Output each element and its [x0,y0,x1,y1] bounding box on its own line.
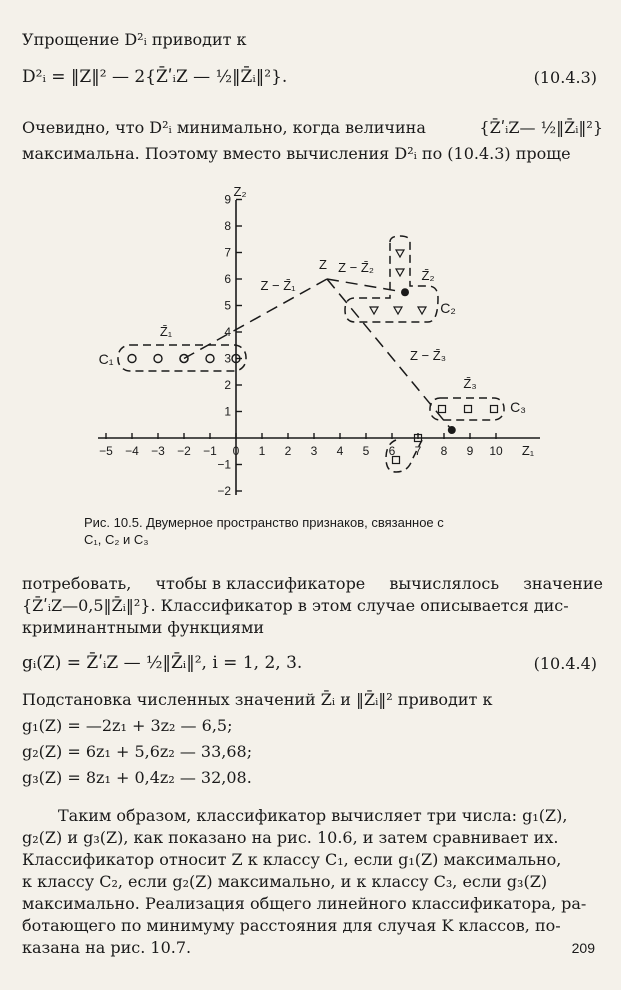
feature-space-figure [0,172,621,510]
mean-z3-point [448,426,456,434]
p2-word-4: значение [523,574,603,593]
y-tick-label: 7 [224,245,231,260]
y-tick-label: 1 [224,404,231,419]
paragraph-3-line-5: максимально. Реализация общего линейного классификатора, ра- [22,894,587,913]
paragraph-3-line-1: Таким образом, классификатор вычисляет три числа: g₁(Z), [58,806,568,825]
class-c2-sample [370,307,378,314]
page-number: 209 [571,940,595,956]
y-tick-label: 9 [224,192,231,207]
y-axis-label: Z₂ [233,184,247,199]
x-tick-label: −5 [99,444,113,458]
x-tick-label: −2 [177,444,191,458]
class-c3-label: C₃ [510,399,526,415]
equation-10-4-3: D²ᵢ = ‖Z‖² — 2{Z̄ʹᵢZ — ½‖Z̄ᵢ‖²}. [22,67,288,87]
caption-line-2: C₁, C₂ и C₃ [84,532,149,547]
x-tick-label: 5 [362,444,370,458]
p2-word-3: вычислялось [389,574,500,593]
g3-formula: g₃(Z) = 8z₁ + 0,4z₂ — 32,08. [22,768,252,787]
y-tick-label: −1 [217,457,231,472]
paragraph-1-line-2: максимальна. Поэтому вместо вычисления D²ᵢ по (10.4.3) проще [22,144,571,163]
equation-number-10-4-3: (10.4.3) [533,68,597,87]
class-c2-sample [418,307,426,314]
equation-10-4-4: gᵢ(Z) = Z̄ʹᵢZ — ½‖Z̄ᵢ‖², i = 1, 2, 3. [22,653,303,673]
mean-z2-label: Z̄₂ [421,268,435,283]
p2-word-1: потребовать, [22,574,132,593]
p2-word-2: чтобы в классификаторе [155,574,366,593]
y-tick-label: 4 [224,325,231,339]
paragraph-3-line-6: ботающего по минимуму расстояния для случая K классов, по- [22,916,561,935]
y-tick-label: −2 [217,484,231,498]
intro-line: Упрощение D²ᵢ приводит к [22,30,247,49]
vector-label-3: Z − Z̄₃ [410,348,446,363]
class-c1-sample [128,355,136,363]
paragraph-3-line-3: Классификатор относит Z к классу C₁, если g₁(Z) максимально, [22,850,562,869]
x-tick-label: 9 [466,444,474,458]
p1-line1-text: Очевидно, что D²ᵢ минимально, когда величина [22,118,426,137]
mean-z3-label: Z̄₃ [463,376,477,391]
y-tick-label: 5 [224,298,231,313]
vector-label-2: Z − Z̄₂ [338,260,374,275]
g2-formula: g₂(Z) = 6z₁ + 5,6z₂ — 33,68; [22,742,253,761]
x-tick-label: 6 [388,444,396,458]
class-c3-sample [465,406,472,413]
point-z-label: Z [319,257,327,272]
mean-z2-point [401,288,409,296]
x-tick-label: −3 [151,444,165,458]
x-tick-label: 1 [258,444,266,458]
paragraph-2-line-1 [22,574,603,594]
x-axis-label: Z₁ [521,443,535,458]
paragraph-1-line-1 [22,118,603,138]
y-tick-label: 2 [224,378,231,392]
x-tick-label: −4 [125,444,139,458]
substitution-line: Подстановка численных значений Z̄ᵢ и ‖Z̄ᵢ‖² приводит к [22,690,493,709]
paragraph-2-line-2: {Z̄ʹᵢZ—0,5‖Z̄ᵢ‖²}. Классификатор в этом случае описывается дис- [22,596,569,615]
x-tick-label: 10 [489,444,503,458]
class-c2-sample [396,250,404,257]
x-tick-label: −1 [203,444,217,458]
x-tick-label: 0 [232,444,240,458]
class-c1-label: C₁ [98,351,114,367]
g1-formula: g₁(Z) = —2z₁ + 3z₂ — 6,5; [22,716,233,735]
class-c2-sample [394,307,402,314]
class-c3-sample [491,406,498,413]
caption-line-1: Рис. 10.5. Двумерное пространство признаков, связанное с [84,515,444,530]
x-tick-label: 3 [310,444,318,458]
class-c2-label: C₂ [440,300,456,316]
x-tick-label: 7 [414,444,422,458]
class-c2-sample [396,269,404,276]
class-c3-sample [439,406,446,413]
paragraph-3-line-7: казана на рис. 10.7. [22,938,192,957]
mean-z1-label: Z̄₁ [159,324,173,339]
y-tick-label: 6 [224,272,231,286]
x-tick-label: 8 [440,444,448,458]
y-tick-label: 3 [224,351,231,366]
p1-line1-formula: {Z̄ʹᵢZ— ½‖Z̄ᵢ‖²} [479,118,603,137]
vector-z-minus-z1 [184,279,327,359]
class-c1-sample [154,355,162,363]
x-tick-label: 2 [284,444,292,458]
class-c1-sample [206,355,214,363]
vector-label-1: Z − Z̄₁ [260,278,296,293]
paragraph-3-line-2: g₂(Z) и g₃(Z), как показано на рис. 10.6, и затем сравнивает их. [22,828,559,847]
y-tick-label: 8 [224,219,231,233]
equation-number-10-4-4: (10.4.4) [533,654,597,673]
x-tick-label: 4 [336,444,344,458]
paragraph-2-line-3: криминантными функциями [22,618,265,637]
vector-z-minus-z2 [327,279,405,292]
paragraph-3-line-4: к классу C₂, если g₂(Z) максимально, и к классу C₃, если g₃(Z) [22,872,548,891]
figure-caption [84,514,504,548]
